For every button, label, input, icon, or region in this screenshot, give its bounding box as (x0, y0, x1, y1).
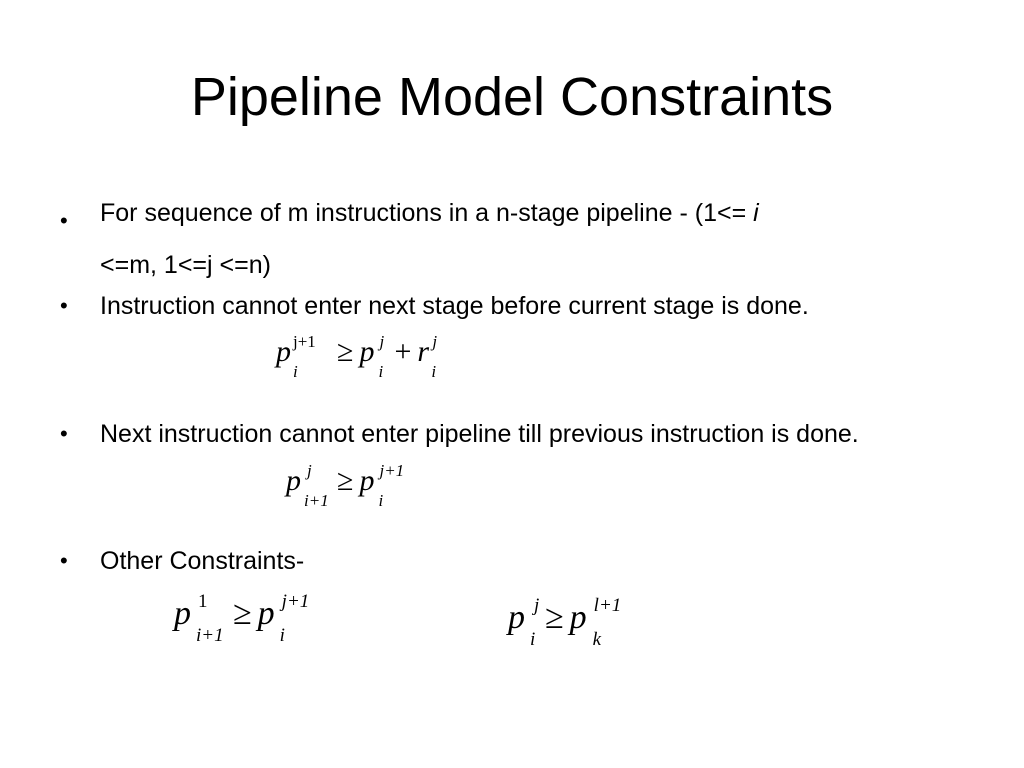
equation-pipeline-entry (286, 461, 405, 510)
math-operator: ≥ (545, 599, 564, 636)
bullet-text: Other Constraints- (100, 547, 305, 575)
math-term (286, 461, 329, 510)
math-sub: i (378, 362, 384, 381)
math-sub: i+1 (304, 491, 329, 510)
equation-other-1 (174, 591, 310, 646)
bullet-text: Instruction cannot enter next stage before current stage is done. (100, 292, 809, 320)
math-term (417, 332, 438, 381)
math-term (508, 595, 540, 650)
math-operator: + (394, 335, 412, 368)
math-var: p (359, 464, 375, 497)
math-operator: ≥ (337, 464, 354, 497)
bullet-text: Next instruction cannot enter pipeline till previous instruction is done. (100, 420, 859, 448)
bullet-stage-constraint (60, 287, 960, 325)
math-sup: j+1 (281, 591, 310, 612)
bullet-text-line2: <=m, 1<=j <=n) (100, 251, 271, 279)
equation-other-2 (508, 595, 622, 650)
math-sup: j (432, 332, 438, 351)
math-sup: j (307, 461, 312, 480)
math-sup: j+1 (293, 332, 316, 351)
bullet-dot: • (60, 293, 68, 318)
math-var: p (359, 335, 375, 368)
math-term (359, 332, 385, 381)
math-operator: ≥ (337, 335, 354, 368)
math-sub: i+1 (196, 625, 224, 646)
math-sup: 1 (198, 591, 208, 612)
bullet-dot: • (60, 208, 68, 233)
math-term (359, 461, 405, 510)
math-var: p (174, 595, 191, 632)
math-sup: j (534, 595, 540, 616)
math-term (174, 591, 224, 646)
math-sub: i (279, 625, 285, 646)
math-sub: i (431, 362, 437, 381)
math-var: p (286, 464, 301, 497)
bullet-other-constraints (60, 542, 960, 580)
equation-stage (276, 332, 438, 381)
bullet-sequence (60, 187, 960, 291)
math-term (257, 591, 310, 646)
math-var: p (276, 335, 291, 368)
math-sub: i (378, 491, 384, 510)
math-term (569, 595, 622, 650)
bullet-dot: • (60, 548, 68, 573)
math-var: r (417, 335, 430, 368)
math-var: p (508, 599, 525, 636)
math-sup: j (379, 332, 385, 351)
math-sup: j+1 (379, 461, 405, 480)
math-var: p (569, 599, 587, 636)
math-sub: i (293, 362, 298, 381)
math-operator: ≥ (233, 595, 252, 632)
bullet-pipeline-entry-constraint (60, 415, 960, 453)
bullet-dot: • (60, 421, 68, 446)
math-sup: l+1 (593, 595, 622, 616)
math-term (276, 332, 316, 381)
math-sub: i (530, 629, 536, 650)
math-var: p (257, 595, 275, 632)
bullet-text-part: For sequence of m instructions in a n-stage pipeline - (1<= (100, 199, 754, 227)
bullet-text (100, 187, 960, 291)
math-sub: k (592, 629, 602, 650)
slide-title: Pipeline Model Constraints (190, 67, 834, 127)
bullet-italic-var: i (753, 199, 759, 227)
